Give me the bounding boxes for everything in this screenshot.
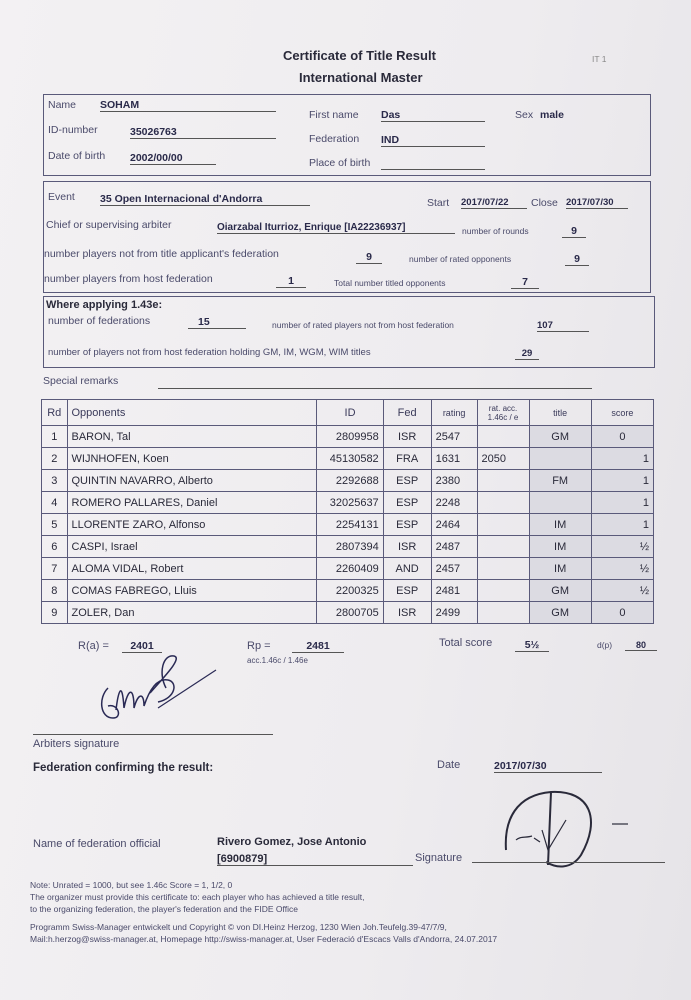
- rp-value: 2481: [292, 640, 344, 653]
- row-id: 2292688: [317, 470, 383, 492]
- rp-label: Rp =: [247, 640, 271, 652]
- row-rating: 2380: [431, 470, 477, 492]
- rated-opp-label: number of rated opponents: [409, 254, 512, 264]
- table-row: [42, 426, 654, 448]
- row-score: 1: [591, 448, 653, 470]
- row-score: ½: [591, 580, 653, 602]
- col-rating: rating: [431, 400, 477, 426]
- total-value: 5½: [515, 639, 549, 652]
- row-acc: 2050: [477, 448, 529, 470]
- row-rd: 2: [42, 448, 68, 470]
- rated-not-host-value: 107: [537, 320, 589, 332]
- footer-note-3: to the organizing federation, the player's federation and the FIDE Office: [30, 904, 298, 914]
- date-value: 2017/07/30: [494, 760, 602, 773]
- row-id: 2807394: [317, 536, 383, 558]
- row-rd: 8: [42, 580, 68, 602]
- row-id: 45130582: [317, 448, 383, 470]
- ra-value: 2401: [122, 640, 162, 653]
- footer-note-1: Note: Unrated = 1000, but see 1.46c Score = 1, 1/2, 0: [30, 880, 233, 890]
- row-id: 32025637: [317, 492, 383, 514]
- row-score: ½: [591, 558, 653, 580]
- total-label: Total score: [439, 637, 493, 649]
- row-score: 0: [591, 602, 653, 624]
- row-opponent: CASPI, Israel: [67, 536, 317, 558]
- table-row: [42, 536, 654, 558]
- row-fed: ESP: [383, 470, 431, 492]
- row-opponent: ZOLER, Dan: [67, 602, 317, 624]
- row-title: [529, 448, 591, 470]
- official-signature: [496, 780, 646, 875]
- row-acc: [477, 536, 529, 558]
- arbiter-signature: [88, 648, 238, 728]
- row-title: GM: [529, 426, 591, 448]
- first-name-label: First name: [309, 109, 359, 121]
- host-fed-label: number players from host federation: [44, 273, 213, 285]
- row-score: 1: [591, 514, 653, 536]
- row-score: 1: [591, 470, 653, 492]
- rated-opp-value: 9: [565, 253, 589, 266]
- dp-label: d(p): [597, 640, 613, 650]
- table-header-row: [42, 400, 654, 426]
- table-row: [42, 470, 654, 492]
- event-name: 35 Open Internacional d'Andorra: [100, 193, 310, 206]
- footer-note-2: The organizer must provide this certificate to: each player who has achieved a title result,: [30, 892, 365, 902]
- col-id: ID: [317, 400, 383, 426]
- remarks-line: [158, 388, 592, 389]
- id-label: ID-number: [48, 124, 98, 136]
- row-fed: ISR: [383, 426, 431, 448]
- row-rating: 2464: [431, 514, 477, 536]
- col-title: title: [529, 400, 591, 426]
- row-fed: AND: [383, 558, 431, 580]
- document-title: Certificate of Title Result: [283, 48, 436, 63]
- titles-value: 29: [515, 348, 539, 360]
- rounds-label: number of rounds: [462, 226, 529, 236]
- results-table: [41, 399, 654, 624]
- row-acc: [477, 426, 529, 448]
- name-value: SOHAM: [100, 99, 276, 112]
- start-date: 2017/07/22: [461, 197, 527, 209]
- row-id: 2809958: [317, 426, 383, 448]
- row-acc: [477, 602, 529, 624]
- row-rating: 2481: [431, 580, 477, 602]
- footer-copyright-2: Mail:h.herzog@swiss-manager.at, Homepage http://swiss-manager.at, User Federació d'Escacs Valls d'Andorra, 24.07.2017: [30, 934, 498, 944]
- row-fed: FRA: [383, 448, 431, 470]
- dob-label: Date of birth: [48, 150, 106, 162]
- dp-value: 80: [625, 640, 657, 651]
- row-fed: ESP: [383, 514, 431, 536]
- table-row: [42, 448, 654, 470]
- row-score: 1: [591, 492, 653, 514]
- rp-note: acc.1.46c / 1.46e: [247, 656, 308, 665]
- row-rating: 2499: [431, 602, 477, 624]
- col-score: score: [591, 400, 653, 426]
- row-fed: ESP: [383, 580, 431, 602]
- row-id: 2200325: [317, 580, 383, 602]
- row-rd: 4: [42, 492, 68, 514]
- remarks-label: Special remarks: [43, 375, 119, 387]
- row-rd: 1: [42, 426, 68, 448]
- row-rating: 2547: [431, 426, 477, 448]
- row-rd: 6: [42, 536, 68, 558]
- table-row: [42, 580, 654, 602]
- row-title: IM: [529, 514, 591, 536]
- federations-value: 15: [188, 316, 246, 329]
- rounds-value: 9: [562, 225, 586, 238]
- row-rd: 5: [42, 514, 68, 536]
- place-value: [381, 157, 485, 170]
- date-label: Date: [437, 759, 461, 771]
- rated-not-host-label: number of rated players not from host federation: [272, 320, 454, 330]
- start-label: Start: [427, 197, 450, 209]
- table-row: [42, 558, 654, 580]
- federation-confirm: Federation confirming the result:: [33, 762, 214, 774]
- not-from-fed-value: 9: [356, 251, 382, 264]
- row-rd: 3: [42, 470, 68, 492]
- row-id: 2260409: [317, 558, 383, 580]
- ra-label: R(a) =: [78, 640, 109, 652]
- row-acc: [477, 492, 529, 514]
- official-name: Rivero Gomez, Jose Antonio: [217, 836, 367, 848]
- arbiter-sig-label: Arbiters signature: [33, 738, 120, 750]
- row-id: 2800705: [317, 602, 383, 624]
- signature-label: Signature: [415, 852, 463, 864]
- footer-copyright-1: Programm Swiss-Manager entwickelt und Copyright © von DI.Heinz Herzog, 1230 Wien Joh.Teufelg.39-47/7/9,: [30, 922, 447, 932]
- row-rating: 2457: [431, 558, 477, 580]
- document-subtitle: International Master: [299, 70, 423, 85]
- place-label: Place of birth: [309, 157, 371, 169]
- federation-label: Federation: [309, 133, 360, 145]
- official-label: Name of federation official: [33, 838, 161, 850]
- titled-label: Total number titled opponents: [334, 278, 446, 288]
- row-fed: ESP: [383, 492, 431, 514]
- row-score: ½: [591, 536, 653, 558]
- row-opponent: ROMERO PALLARES, Daniel: [67, 492, 317, 514]
- row-title: [529, 492, 591, 514]
- row-rd: 9: [42, 602, 68, 624]
- row-title: IM: [529, 536, 591, 558]
- row-opponent: BARON, Tal: [67, 426, 317, 448]
- rat-acc-label: rat. acc.: [488, 403, 518, 413]
- row-opponent: LLORENTE ZARO, Alfonso: [67, 514, 317, 536]
- close-label: Close: [531, 197, 558, 209]
- row-acc: [477, 470, 529, 492]
- applying-heading: Where applying 1.43e:: [46, 299, 163, 311]
- col-rat-acc: [477, 400, 529, 426]
- not-from-fed-label: number players not from title applicant's federation: [44, 248, 279, 260]
- corner-mark: IT 1: [592, 54, 607, 64]
- row-title: GM: [529, 580, 591, 602]
- signature-line: [472, 862, 665, 863]
- row-title: FM: [529, 470, 591, 492]
- id-value: 35026763: [130, 126, 276, 139]
- row-id: 2254131: [317, 514, 383, 536]
- federation-value: IND: [381, 134, 485, 147]
- arbiter-sig-line: [33, 734, 273, 735]
- close-date: 2017/07/30: [566, 197, 628, 209]
- row-opponent: QUINTIN NAVARRO, Alberto: [67, 470, 317, 492]
- sex-label: Sex: [515, 109, 534, 121]
- row-fed: ISR: [383, 602, 431, 624]
- titled-value: 7: [511, 276, 539, 289]
- row-rating: 1631: [431, 448, 477, 470]
- first-name-value: Das: [381, 109, 485, 122]
- row-acc: [477, 514, 529, 536]
- sex-value: male: [540, 109, 564, 121]
- row-acc: [477, 580, 529, 602]
- results-body: [42, 426, 654, 624]
- col-fed: Fed: [383, 400, 431, 426]
- row-rd: 7: [42, 558, 68, 580]
- row-score: 0: [591, 426, 653, 448]
- arbiter-value: Oiarzabal Iturrioz, Enrique [IA22236937]: [217, 222, 455, 234]
- row-opponent: COMAS FABREGO, Lluis: [67, 580, 317, 602]
- row-title: IM: [529, 558, 591, 580]
- row-acc: [477, 558, 529, 580]
- federations-label: number of federations: [48, 315, 151, 327]
- row-rating: 2248: [431, 492, 477, 514]
- table-row: [42, 602, 654, 624]
- row-title: GM: [529, 602, 591, 624]
- row-opponent: WIJNHOFEN, Koen: [67, 448, 317, 470]
- col-opponents: Opponents: [67, 400, 317, 426]
- table-row: [42, 514, 654, 536]
- arbiter-label: Chief or supervising arbiter: [46, 219, 172, 231]
- official-id: [6900879]: [217, 853, 413, 866]
- dob-value: 2002/00/00: [130, 152, 216, 165]
- row-fed: ISR: [383, 536, 431, 558]
- rat-acc-sub: 1.46c / e: [487, 412, 519, 422]
- table-row: [42, 492, 654, 514]
- name-label: Name: [48, 99, 77, 111]
- event-label: Event: [48, 191, 75, 203]
- host-fed-value: 1: [276, 275, 306, 288]
- row-opponent: ALOMA VIDAL, Robert: [67, 558, 317, 580]
- col-rd: Rd: [42, 400, 68, 426]
- row-rating: 2487: [431, 536, 477, 558]
- titles-label: number of players not from host federation holding GM, IM, WGM, WIM titles: [48, 347, 371, 358]
